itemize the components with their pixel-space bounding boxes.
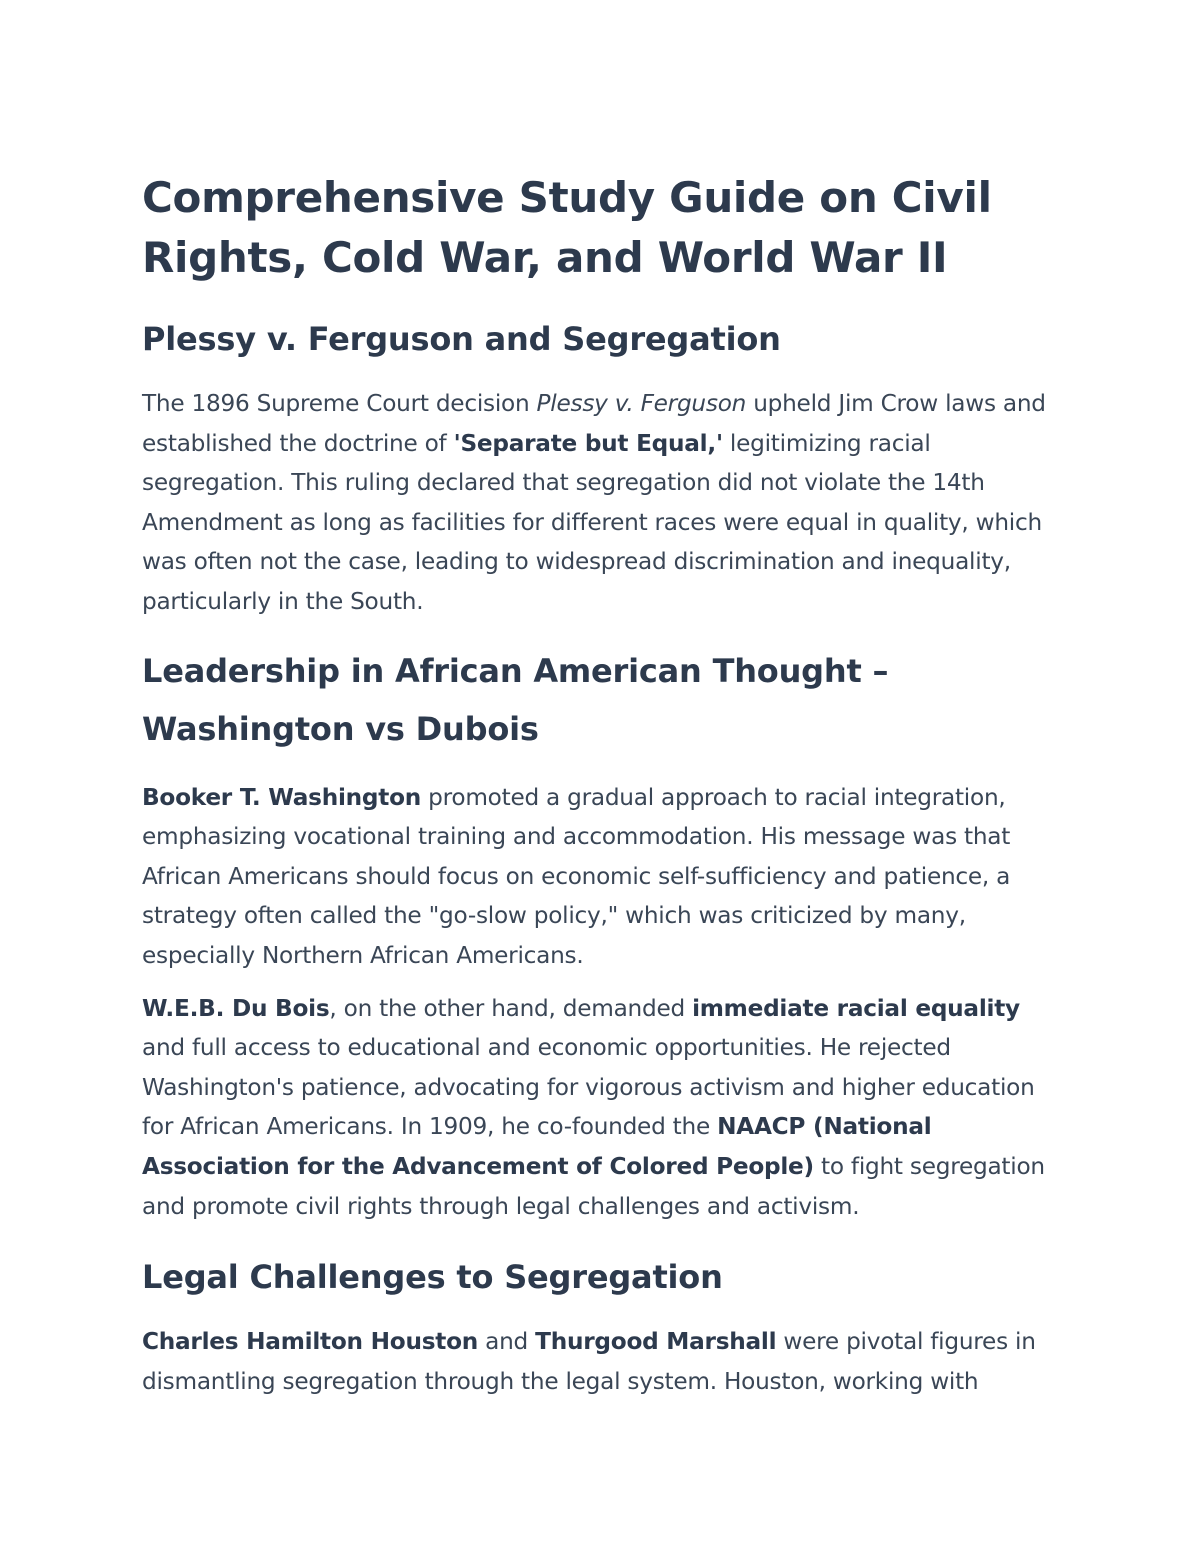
text-run: and (478, 1328, 536, 1356)
text-run: , on the other hand, demanded (329, 994, 693, 1022)
case-name: Plessy v. Ferguson (536, 390, 747, 417)
dubois-paragraph (142, 989, 1062, 1227)
organization-name: NAACP (National Association for the Advancement of Colored People) (142, 1113, 932, 1180)
plessy-paragraph (142, 384, 1062, 622)
text-run: The 1896 Supreme Court decision (142, 390, 537, 417)
person-name: Charles Hamilton Houston (142, 1328, 479, 1356)
text-run: promoted a gradual approach to racial integration, emphasizing vocational training and accommodation. His message was that African Americans should focus on economic self-sufficiency and patience, a strategy often called the "go-slow policy," which was criticized by many, especially Northern African Americans. (142, 783, 1011, 969)
text-run: were pivotal figures in dismantling segregation through the legal system. Houston, working with (142, 1328, 1036, 1395)
doctrine-term: 'Separate but Equal,' (453, 429, 723, 457)
text-run: upheld Jim Crow laws and established the doctrine of (142, 390, 1046, 457)
emphasis-term: immediate racial equality (692, 994, 1020, 1022)
legal-paragraph (142, 1322, 1062, 1401)
document-title: Comprehensive Study Guide on Civil Rights, Cold War, and World War II (142, 173, 992, 282)
document-content (142, 168, 1062, 1401)
person-name: Thurgood Marshall (535, 1328, 777, 1356)
text-run: and full access to educational and economic opportunities. He rejected Washington's patience, advocating for vigorous activism and higher education for African Americans. In 1909, he co-founded the (142, 1034, 1035, 1141)
section-heading-legal: Legal Challenges to Segregation (142, 1258, 723, 1297)
section-heading-leadership: Leadership in African American Thought – Washington vs Dubois (142, 651, 889, 748)
text-run: to fight segregation and promote civil rights through legal challenges and activism. (142, 1152, 1045, 1220)
text-run: legitimizing racial segregation. This ruling declared that segregation did not violate the 14th Amendment as long as facilities for different races were equal in quality, which was often not the case, leading to widespread discrimination and inequality, particularly in the South. (142, 429, 1042, 615)
person-name: Booker T. Washington (142, 783, 422, 811)
section-heading-plessy: Plessy v. Ferguson and Segregation (142, 320, 781, 358)
person-name: W.E.B. Du Bois (142, 994, 330, 1022)
washington-paragraph (142, 778, 1062, 976)
